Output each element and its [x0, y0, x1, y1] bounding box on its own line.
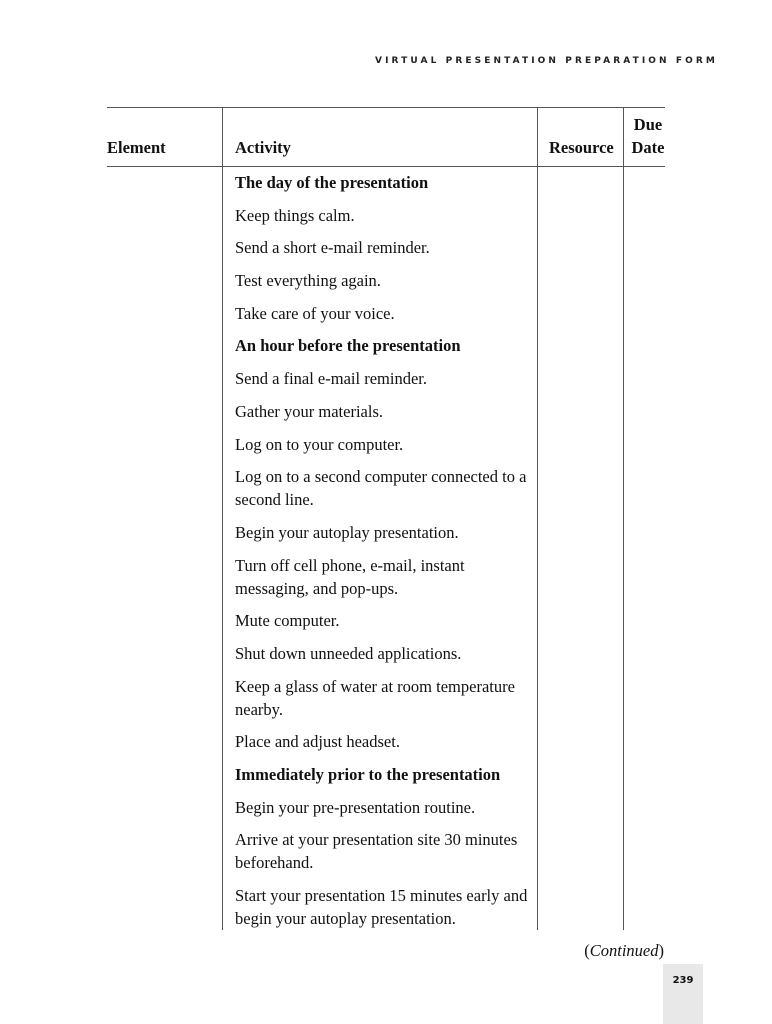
activity-item: Mute computer.	[235, 611, 340, 631]
header-due-line2: Date	[631, 138, 665, 157]
activity-list	[235, 171, 531, 940]
running-head: VIRTUAL PRESENTATION PREPARATION FORM	[375, 56, 718, 66]
table-header-rule	[107, 166, 665, 167]
activity-item: Test everything again.	[235, 271, 381, 291]
header-due-line1: Due	[633, 115, 663, 134]
column-divider-activity	[537, 107, 538, 930]
activity-item: Keep things calm.	[235, 205, 355, 225]
header-activity: Activity	[235, 138, 291, 157]
activity-item: Keep a glass of water at room temperature nearby.	[235, 676, 515, 719]
continued-text: Continued	[589, 941, 659, 960]
preparation-form-table	[107, 107, 665, 930]
activity-item: Place and adjust headset.	[235, 732, 400, 752]
activity-item: Shut down unneeded applications.	[235, 643, 462, 663]
column-divider-element	[222, 107, 223, 930]
page-number: 239	[672, 975, 694, 986]
activity-item: Send a short e-mail reminder.	[235, 238, 430, 258]
activity-item: Log on to your computer.	[235, 434, 404, 454]
section-heading: An hour before the presentation	[235, 336, 461, 356]
section-heading: Immediately prior to the presentation	[235, 765, 501, 784]
section-heading: The day of the presentation	[235, 173, 429, 192]
continued-label: (Continued)	[584, 941, 664, 960]
activity-item: Begin your pre-presentation routine.	[235, 797, 476, 817]
activity-item: Begin your autoplay presentation.	[235, 522, 459, 542]
activity-item: Log on to a second computer connected to a second line.	[235, 467, 527, 510]
header-due-date	[631, 113, 665, 159]
activity-item: Gather your materials.	[235, 401, 383, 421]
table-top-rule	[107, 107, 665, 108]
activity-item: Send a final e-mail reminder.	[235, 369, 427, 389]
header-element: Element	[107, 138, 166, 157]
activity-item: Take care of your voice.	[235, 303, 395, 323]
activity-item: Arrive at your presentation site 30 minutes beforehand.	[235, 830, 518, 873]
column-divider-resource	[623, 107, 624, 930]
header-resource: Resource	[549, 138, 614, 157]
activity-item: Turn off cell phone, e-mail, instant messaging, and pop-ups.	[235, 555, 465, 598]
activity-item: Start your presentation 15 minutes early and begin your autoplay presentation.	[235, 886, 528, 929]
page-number-tab	[663, 964, 703, 1024]
